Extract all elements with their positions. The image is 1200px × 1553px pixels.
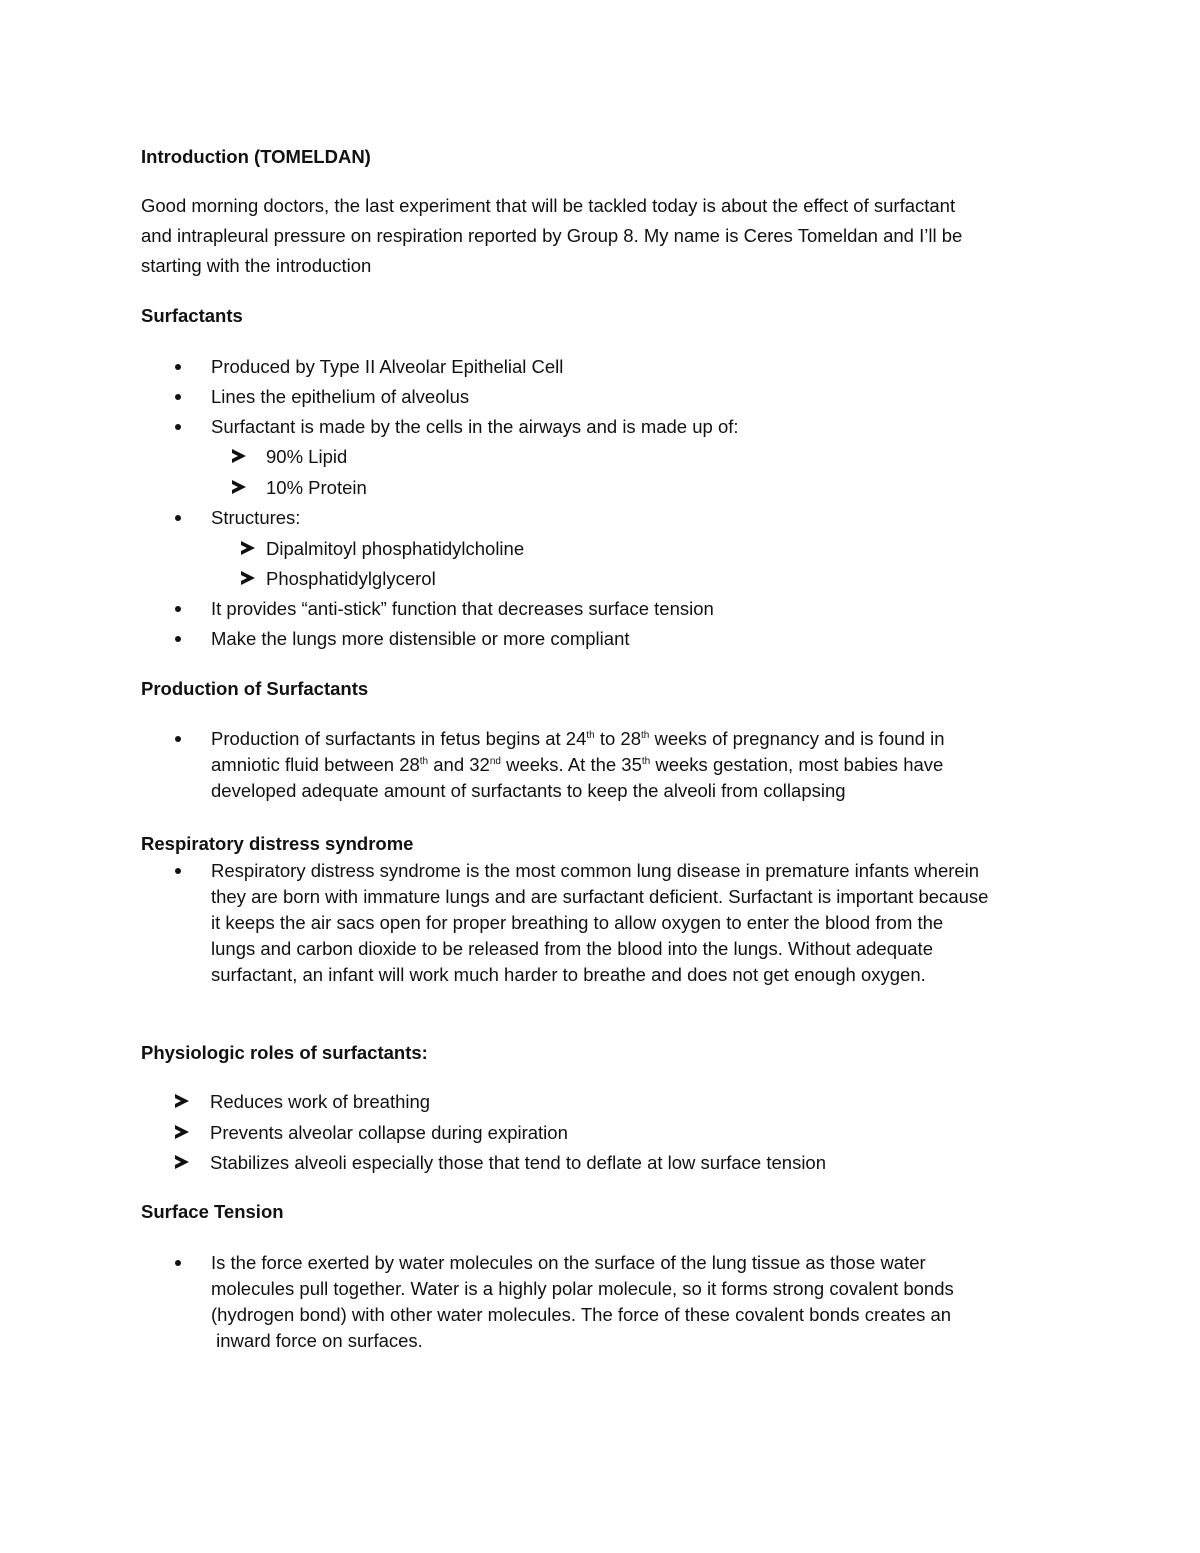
arrow-bullet-icon — [175, 1155, 189, 1169]
text-line: amniotic fluid between 28th and 32nd weeks. At the 35th weeks gestation, most babies have — [211, 754, 944, 775]
list-item: Prevents alveolar collapse during expiration — [210, 1122, 568, 1143]
text-line: Is the force exerted by water molecules on the surface of the lung tissue as those water — [211, 1252, 926, 1273]
list-item: Phosphatidylglycerol — [266, 568, 436, 589]
text-line: surfactant, an infant will work much harder to breathe and does not get enough oxygen. — [211, 964, 926, 985]
bullet-dot-icon — [175, 424, 181, 430]
intro-paragraph — [141, 191, 1041, 281]
text-line: (hydrogen bond) with other water molecules. The force of these covalent bonds creates an — [211, 1304, 952, 1325]
intro-line: starting with the introduction — [141, 255, 372, 276]
bullet-dot-icon — [175, 636, 181, 642]
arrow-bullet-icon — [175, 1094, 189, 1108]
text-line: developed adequate amount of surfactants to keep the alveoli from collapsing — [211, 780, 846, 801]
text-line: lungs and carbon dioxide to be released from the blood into the lungs. Without adequate — [211, 938, 933, 959]
arrow-bullet-icon — [241, 541, 255, 555]
intro-line: and intrapleural pressure on respiration reported by Group 8. My name is Ceres Tomeldan and I’ll be — [141, 225, 963, 246]
list-item: 90% Lipid — [266, 446, 348, 467]
rds-heading: Respiratory distress syndrome — [141, 833, 414, 854]
list-item: It provides “anti-stick” function that decreases surface tension — [211, 598, 714, 619]
production-paragraph — [211, 726, 1071, 804]
tension-heading: Surface Tension — [141, 1201, 284, 1222]
list-item: Lines the epithelium of alveolus — [211, 386, 470, 407]
text-line: they are born with immature lungs and are surfactant deficient. Surfactant is important because — [211, 886, 989, 907]
bullet-dot-icon — [175, 606, 181, 612]
list-item: 10% Protein — [266, 477, 367, 498]
bullet-dot-icon — [175, 364, 181, 370]
list-item: Structures: — [211, 507, 301, 528]
bullet-dot-icon — [175, 736, 181, 742]
text-line: inward force on surfaces. — [211, 1330, 423, 1351]
text-line: it keeps the air sacs open for proper breathing to allow oxygen to enter the blood from the — [211, 912, 944, 933]
arrow-bullet-icon — [232, 480, 246, 494]
tension-paragraph — [211, 1250, 1071, 1354]
list-item: Dipalmitoyl phosphatidylcholine — [266, 538, 525, 559]
rds-paragraph — [211, 858, 1071, 988]
list-item: Reduces work of breathing — [210, 1091, 431, 1112]
intro-heading: Introduction (TOMELDAN) — [141, 146, 371, 167]
bullet-dot-icon — [175, 394, 181, 400]
physiologic-heading: Physiologic roles of surfactants: — [141, 1042, 428, 1063]
arrow-bullet-icon — [241, 571, 255, 585]
bullet-dot-icon — [175, 1260, 181, 1266]
text-line: Respiratory distress syndrome is the most common lung disease in premature infants wherein — [211, 860, 980, 881]
text-line: Production of surfactants in fetus begins at 24th to 28th weeks of pregnancy and is found in — [211, 728, 945, 749]
list-item: Make the lungs more distensible or more compliant — [211, 628, 630, 649]
production-heading: Production of Surfactants — [141, 678, 369, 699]
bullet-dot-icon — [175, 515, 181, 521]
list-item: Stabilizes alveoli especially those that tend to deflate at low surface tension — [210, 1152, 827, 1173]
arrow-bullet-icon — [175, 1125, 189, 1139]
text-line: molecules pull together. Water is a highly polar molecule, so it forms strong covalent bonds — [211, 1278, 954, 1299]
intro-line: Good morning doctors, the last experiment that will be tackled today is about the effect of surfactant — [141, 195, 956, 216]
arrow-bullet-icon — [232, 449, 246, 463]
list-item: Produced by Type II Alveolar Epithelial Cell — [211, 356, 564, 377]
list-item: Surfactant is made by the cells in the airways and is made up of: — [211, 416, 739, 437]
bullet-dot-icon — [175, 868, 181, 874]
surfactants-heading: Surfactants — [141, 305, 243, 326]
